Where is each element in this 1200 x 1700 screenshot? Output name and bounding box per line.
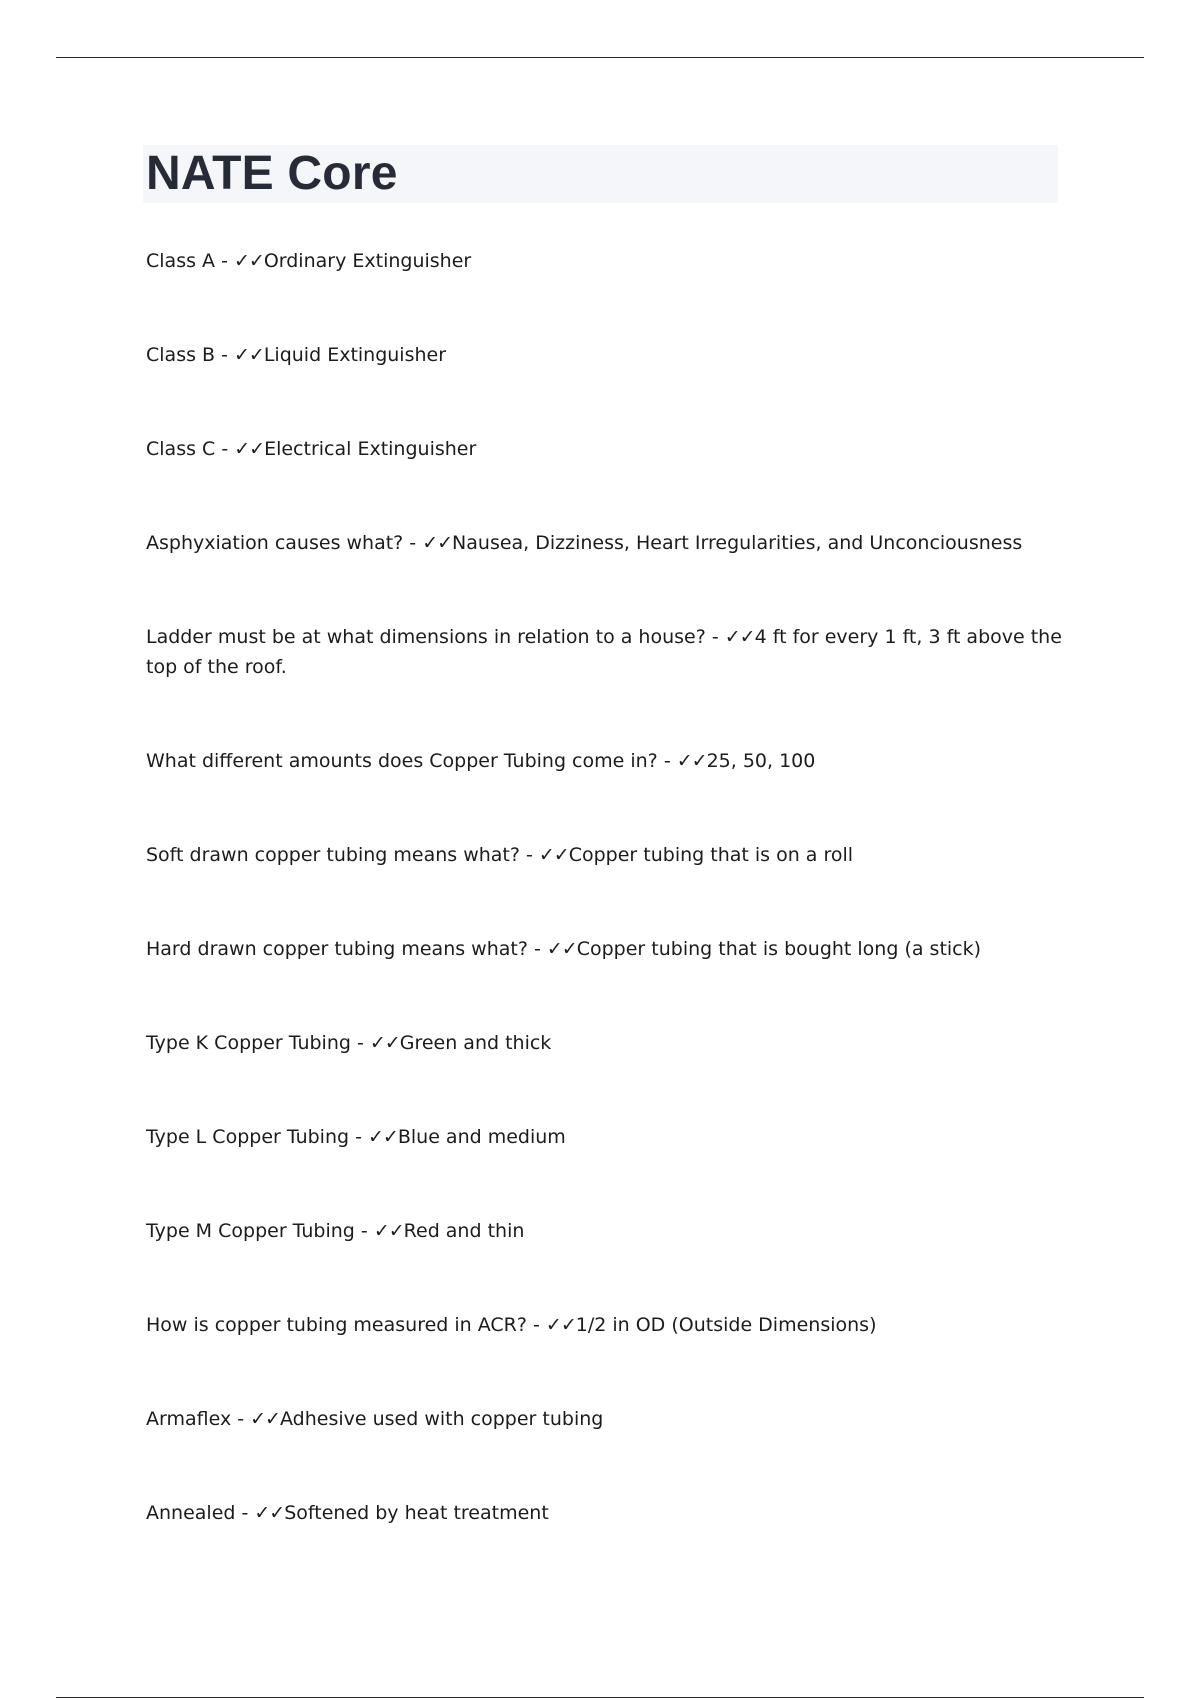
- qa-item: [146, 1028, 1066, 1058]
- qa-item: [146, 528, 1066, 558]
- double-check-icon: ✓✓: [234, 438, 265, 460]
- answer-text: Adhesive used with copper tubing: [279, 1408, 604, 1430]
- question-text: Class C: [146, 438, 216, 460]
- answer-text: 25, 50, 100: [706, 750, 816, 772]
- double-check-icon: ✓✓: [233, 250, 264, 272]
- double-check-icon: ✓✓: [254, 1502, 285, 1524]
- answer-text: Nausea, Dizziness, Heart Irregularities, and Unconciousness: [452, 532, 1023, 554]
- double-check-icon: ✓✓: [538, 844, 569, 866]
- question-text: Ladder must be at what dimensions in relation to a house?: [146, 626, 706, 648]
- separator: -: [350, 1032, 370, 1054]
- double-check-icon: ✓✓: [676, 750, 707, 772]
- double-check-icon: ✓✓: [545, 1314, 576, 1336]
- separator: -: [519, 844, 539, 866]
- qa-item: [146, 434, 1066, 464]
- qa-item: [146, 1122, 1066, 1152]
- separator: -: [215, 438, 235, 460]
- qa-item: [146, 622, 1066, 682]
- double-check-icon: ✓✓: [422, 532, 453, 554]
- double-check-icon: ✓✓: [373, 1220, 404, 1242]
- separator: -: [354, 1220, 374, 1242]
- qa-item: [146, 840, 1066, 870]
- separator: -: [705, 626, 725, 648]
- separator: -: [235, 1502, 255, 1524]
- qa-item: [146, 1310, 1066, 1340]
- double-check-icon: ✓✓: [546, 938, 577, 960]
- answer-text: Copper tubing that is bought long (a stick): [576, 938, 982, 960]
- question-text: Type K Copper Tubing: [146, 1032, 351, 1054]
- answer-text: Liquid Extinguisher: [263, 344, 447, 366]
- double-check-icon: ✓✓: [234, 344, 264, 366]
- double-check-icon: ✓✓: [250, 1408, 280, 1430]
- question-text: Hard drawn copper tubing means what?: [146, 938, 528, 960]
- separator: -: [657, 750, 677, 772]
- qa-item: [146, 340, 1066, 370]
- qa-list: [146, 246, 1066, 1592]
- qa-item: [146, 1404, 1066, 1434]
- double-check-icon: ✓✓: [368, 1126, 398, 1148]
- separator: -: [215, 250, 234, 272]
- question-text: Armaflex: [146, 1408, 232, 1430]
- question-text: Type L Copper Tubing: [146, 1126, 350, 1148]
- question-text: Class B: [146, 344, 216, 366]
- question-text: Type M Copper Tubing: [146, 1220, 355, 1242]
- qa-item: [146, 746, 1066, 776]
- qa-item: [146, 1216, 1066, 1246]
- question-text: Class A: [146, 250, 216, 272]
- question-text: Asphyxiation causes what?: [146, 532, 404, 554]
- separator: -: [349, 1126, 368, 1148]
- double-check-icon: ✓✓: [369, 1032, 400, 1054]
- answer-text: 1/2 in OD (Outside Dimensions): [575, 1314, 877, 1336]
- answer-text: Red and thin: [403, 1220, 525, 1242]
- answer-text: Blue and medium: [397, 1126, 566, 1148]
- answer-text: Copper tubing that is on a roll: [568, 844, 854, 866]
- question-text: How is copper tubing measured in ACR?: [146, 1314, 527, 1336]
- separator: -: [231, 1408, 251, 1430]
- answer-text: 4 ft for every 1 ft, 3 ft above the top of the roof.: [146, 626, 1062, 678]
- answer-text: Ordinary Extinguisher: [263, 250, 472, 272]
- answer-text: Electrical Extinguisher: [264, 438, 477, 460]
- separator: -: [215, 344, 234, 366]
- separator: -: [527, 938, 547, 960]
- double-check-icon: ✓✓: [724, 626, 755, 648]
- question-text: Annealed: [146, 1502, 236, 1524]
- separator: -: [403, 532, 423, 554]
- question-text: Soft drawn copper tubing means what?: [146, 844, 520, 866]
- page-title: NATE Core: [146, 147, 398, 200]
- qa-item: [146, 934, 1066, 964]
- question-text: What different amounts does Copper Tubing come in?: [146, 750, 658, 772]
- answer-text: Green and thick: [399, 1032, 552, 1054]
- top-divider: [56, 57, 1144, 58]
- qa-item: [146, 246, 1066, 276]
- qa-item: [146, 1498, 1066, 1528]
- answer-text: Softened by heat treatment: [284, 1502, 549, 1524]
- bottom-divider: [56, 1697, 1144, 1698]
- separator: -: [526, 1314, 546, 1336]
